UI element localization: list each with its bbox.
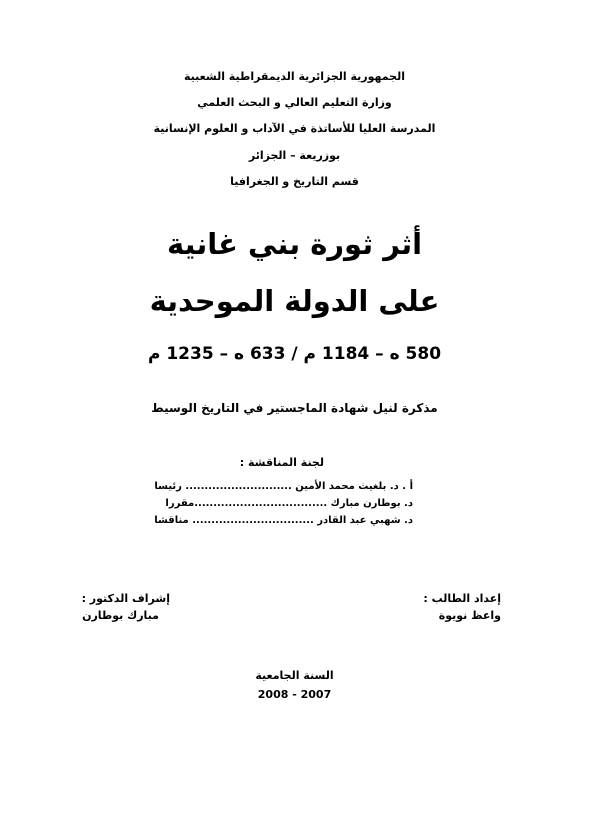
- committee-title: لجنة المناقشة :: [239, 456, 324, 469]
- academic-year: 2008 - 2007: [257, 688, 332, 701]
- academic-year-label: السنة الجامعية: [255, 669, 334, 682]
- committee-member-rapporteur: د. بوطارن مبارك ...................................مقررا: [165, 498, 413, 509]
- department-name: قسم التاريخ و الجغرافيا: [230, 175, 359, 188]
- ministry-name: وزارة التعليم العالي و البحث العلمي: [197, 96, 392, 109]
- thesis-title-line-1: أثر ثورة بني غانية: [166, 227, 423, 261]
- republic-name: الجمهورية الجزائرية الديمقراطية الشعبية: [184, 70, 405, 83]
- committee-member-examiner: د. شهبي عبد القادر ................................ مناقشا: [154, 515, 413, 526]
- supervisor-name: مبارك بوطارن: [82, 609, 159, 622]
- school-location: بوزريعة – الجزائر: [248, 149, 341, 162]
- thesis-degree: مذكرة لنيل شهادة الماجستير في التاريخ الوسيط: [151, 401, 438, 415]
- student-label: إعداد الطالب :: [423, 592, 501, 605]
- supervisor-label: إشراف الدكتور :: [81, 592, 170, 605]
- committee-member-chair: أ . د. بلغيث محمد الأمين ............................ رئيسا: [154, 481, 413, 492]
- school-name: المدرسة العليا للأساتذة في الآداب و العلوم الإنسانية: [153, 122, 436, 135]
- thesis-title-line-2: على الدولة الموحدية: [149, 284, 440, 318]
- student-name: واعظ نويوة: [438, 609, 501, 622]
- thesis-dates: 580 ه – 1184 م / 633 ه – 1235 م: [147, 344, 442, 364]
